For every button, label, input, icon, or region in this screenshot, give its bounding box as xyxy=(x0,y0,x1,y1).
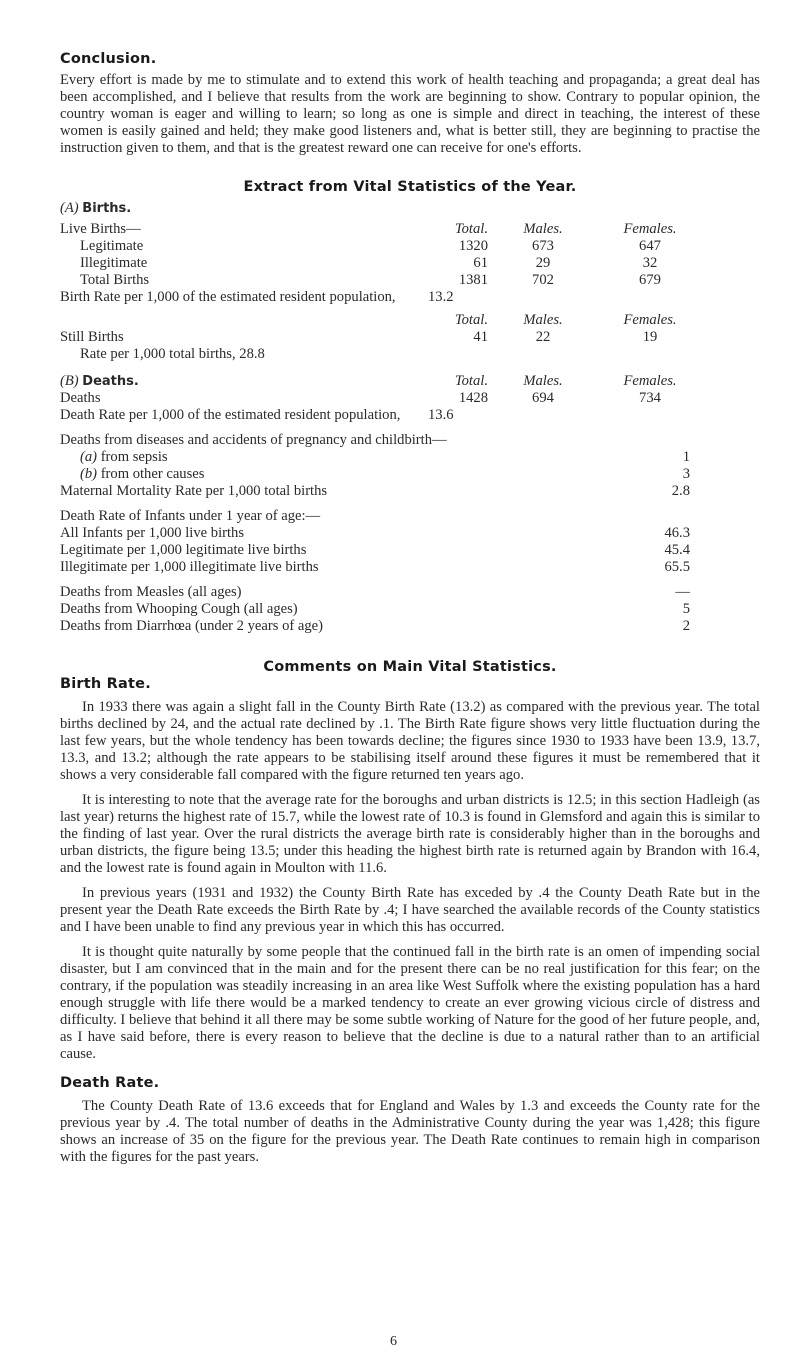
all-infants-value: 46.3 xyxy=(664,525,690,541)
illegitimate-females: 32 xyxy=(642,255,658,271)
illegitimate-row xyxy=(60,255,760,272)
whooping-value: 5 xyxy=(682,601,690,617)
deaths-col-total-header: Total. xyxy=(454,373,488,389)
measles-label: Deaths from Measles (all ages) xyxy=(60,584,242,600)
still-col-males-header: Males. xyxy=(523,312,563,328)
birth-paragraph-1: In 1933 there was again a slight fall in the County Birth Rate (13.2) as compared with the previous year. The total births declined by 24, and the actual rate declined by .1. The Birth Rate figure shows very little fluctuation during the last few years, but the whole tendency has been towards decline; the figures since 1930 to 1933 have been 13.9, 13.7, 13.3, and 13.2; although the rate appears to be stabilising itself around these figures it must be remembered that it shows a very considerable fall compared with the figure returned ten years ago. xyxy=(60,699,760,783)
still-births-females: 19 xyxy=(642,329,658,345)
illegit-infants-label: Illegitimate per 1,000 illegitimate live births xyxy=(60,559,319,575)
total-births-total: 1381 xyxy=(458,272,488,288)
deaths-heading: Deaths. xyxy=(82,374,139,389)
sepsis-value: 1 xyxy=(682,449,690,465)
other-causes-row xyxy=(60,466,760,483)
still-rate-label: Rate per 1,000 total births, 28.8 xyxy=(80,346,265,362)
measles-value: — xyxy=(675,584,690,600)
sepsis-letter: (a) xyxy=(80,449,98,465)
illegitimate-males: 29 xyxy=(535,255,551,271)
infants-heading: Death Rate of Infants under 1 year of age:— xyxy=(60,508,321,524)
birth-rate-value: 13.2 xyxy=(428,289,454,305)
still-rate-row xyxy=(60,346,760,363)
all-infants-row xyxy=(60,525,760,542)
col-males-header: Males. xyxy=(523,221,563,237)
col-total-header: Total. xyxy=(454,221,488,237)
birth-rate-label: Birth Rate per 1,000 of the estimated resident population, xyxy=(60,289,396,305)
maternal-row xyxy=(60,483,760,500)
still-births-males: 22 xyxy=(535,329,551,345)
birth-paragraph-3: In previous years (1931 and 1932) the County Birth Rate has exceded by .4 the County Death Rate but in the present year the Death Rate exceeds the Birth Rate by .4; I have searched the available records of the County statistics and I have been unable to find any previous year in which this has occurred. xyxy=(60,885,760,935)
legit-infants-value: 45.4 xyxy=(664,542,690,558)
still-births-header-row xyxy=(60,312,760,329)
birth-paragraph-4: It is thought quite naturally by some people that the continued fall in the birth rate is an omen of impending social disaster, but I am convinced that in the main and for the present there can be no real justification for this fear; on the contrary, if the population was steadily increasing in an area like West Suffolk where the existing population has a hard enough struggle with life there would be a marked tendency to create an ever growing vicious circle of distress and difficulty. I believe that behind it all there may be some subtle working of Nature for the good of her future people, and, as I have said before, there is every reason to believe that the decline is due to a natural rather than to an artificial cause. xyxy=(60,944,760,1062)
other-causes-value: 3 xyxy=(682,466,690,482)
still-births-total: 41 xyxy=(473,329,488,345)
col-females-header: Females. xyxy=(623,221,677,237)
death-rate-heading: Death Rate. xyxy=(60,1075,160,1091)
pregnancy-heading: Deaths from diseases and accidents of pregnancy and childbirth— xyxy=(60,432,447,448)
measles-row xyxy=(60,584,760,601)
comments-heading: Comments on Main Vital Statistics. xyxy=(263,659,557,675)
page-number: 6 xyxy=(390,1334,397,1349)
live-births-label: Live Births— xyxy=(60,221,141,237)
births-subheading xyxy=(60,200,760,217)
total-births-row xyxy=(60,272,760,289)
infants-heading-row xyxy=(60,508,760,525)
illegitimate-label: Illegitimate xyxy=(80,255,148,271)
pregnancy-heading-row xyxy=(60,432,760,449)
extract-heading: Extract from Vital Statistics of the Year. xyxy=(243,179,577,195)
death-rate-value: 13.6 xyxy=(428,407,454,423)
diarrhoea-row xyxy=(60,618,760,635)
deaths-females: 734 xyxy=(639,390,661,406)
birth-rate-heading: Birth Rate. xyxy=(60,676,151,692)
maternal-label: Maternal Mortality Rate per 1,000 total births xyxy=(60,483,328,499)
birth-rate-row xyxy=(60,289,760,306)
sepsis-row xyxy=(60,449,760,466)
all-infants-label: All Infants per 1,000 live births xyxy=(60,525,245,541)
legit-infants-label: Legitimate per 1,000 legitimate live births xyxy=(60,542,307,558)
illegit-infants-value: 65.5 xyxy=(664,559,690,575)
still-col-total-header: Total. xyxy=(454,312,488,328)
legitimate-females: 647 xyxy=(639,238,661,254)
diarrhoea-label: Deaths from Diarrhœa (under 2 years of age) xyxy=(60,618,323,634)
whooping-label: Deaths from Whooping Cough (all ages) xyxy=(60,601,298,617)
deaths-total: 1428 xyxy=(458,390,488,406)
illegit-infants-row xyxy=(60,559,760,576)
legitimate-males: 673 xyxy=(532,238,554,254)
legitimate-total: 1320 xyxy=(458,238,488,254)
maternal-value: 2.8 xyxy=(671,483,690,499)
conclusion-heading: Conclusion. xyxy=(60,51,157,67)
deaths-row xyxy=(60,390,760,407)
births-heading: Births. xyxy=(82,201,132,216)
document-page xyxy=(60,0,760,1166)
deaths-col-males-header: Males. xyxy=(523,373,563,389)
still-col-females-header: Females. xyxy=(623,312,677,328)
other-causes-label: from other causes xyxy=(100,466,205,482)
still-births-label: Still Births xyxy=(60,329,124,345)
death-rate-label: Death Rate per 1,000 of the estimated resident population, xyxy=(60,407,401,423)
births-letter: (A) xyxy=(60,200,79,216)
legitimate-label: Legitimate xyxy=(80,238,144,254)
conclusion-paragraph: Every effort is made by me to stimulate and to extend this work of health teaching and propaganda; a great deal has been accomplished, and I believe that results from the work are beginning to show. Contrary to popular opinion, the country woman is eager and willing to learn; so long as one is simple and direct in teaching, the interest of these women is easily gained and held; they make good listeners and, what is better still, they are beginning to practise the instruction given to them, and that is the greatest reward one can receive for one's efforts. xyxy=(60,72,760,156)
illegitimate-total: 61 xyxy=(473,255,488,271)
total-births-males: 702 xyxy=(532,272,554,288)
birth-paragraph-2: It is interesting to note that the average rate for the boroughs and urban districts is 12.5; in this section Hadleigh (as last year) returns the highest rate of 15.7, while the lowest rate of 10.3 is found in Glemsford and again this is similar to the finding of last year. Over the rural districts the average birth rate is considerably higher than in the boroughs and urban districts, the figure being 13.5; under this heading the highest birth rate is returned again by Brandon with 16.4, and the lowest rate is found again in Moulton with 11.6. xyxy=(60,792,760,876)
live-births-row xyxy=(60,221,760,238)
total-births-label: Total Births xyxy=(80,272,150,288)
deaths-label: Deaths xyxy=(60,390,101,406)
total-births-females: 679 xyxy=(639,272,661,288)
legit-infants-row xyxy=(60,542,760,559)
sepsis-label: from sepsis xyxy=(100,449,168,465)
still-births-row xyxy=(60,329,760,346)
deaths-header-row xyxy=(60,373,760,390)
death-paragraph-1: The County Death Rate of 13.6 exceeds that for England and Wales by 1.3 and exceeds the County rate for the previous year by .4. The total number of deaths in the Administrative County during the year was 1,428; this figure shows an increase of 35 on the figure for the previous year. The Death Rate continues to remain high in comparison with the figures for the past years. xyxy=(60,1098,760,1165)
legitimate-row xyxy=(60,238,760,255)
deaths-col-females-header: Females. xyxy=(623,373,677,389)
diarrhoea-value: 2 xyxy=(682,618,690,634)
deaths-letter: (B) xyxy=(60,373,79,389)
death-rate-row xyxy=(60,407,760,424)
whooping-row xyxy=(60,601,760,618)
deaths-males: 694 xyxy=(532,390,554,406)
other-causes-letter: (b) xyxy=(80,466,98,482)
